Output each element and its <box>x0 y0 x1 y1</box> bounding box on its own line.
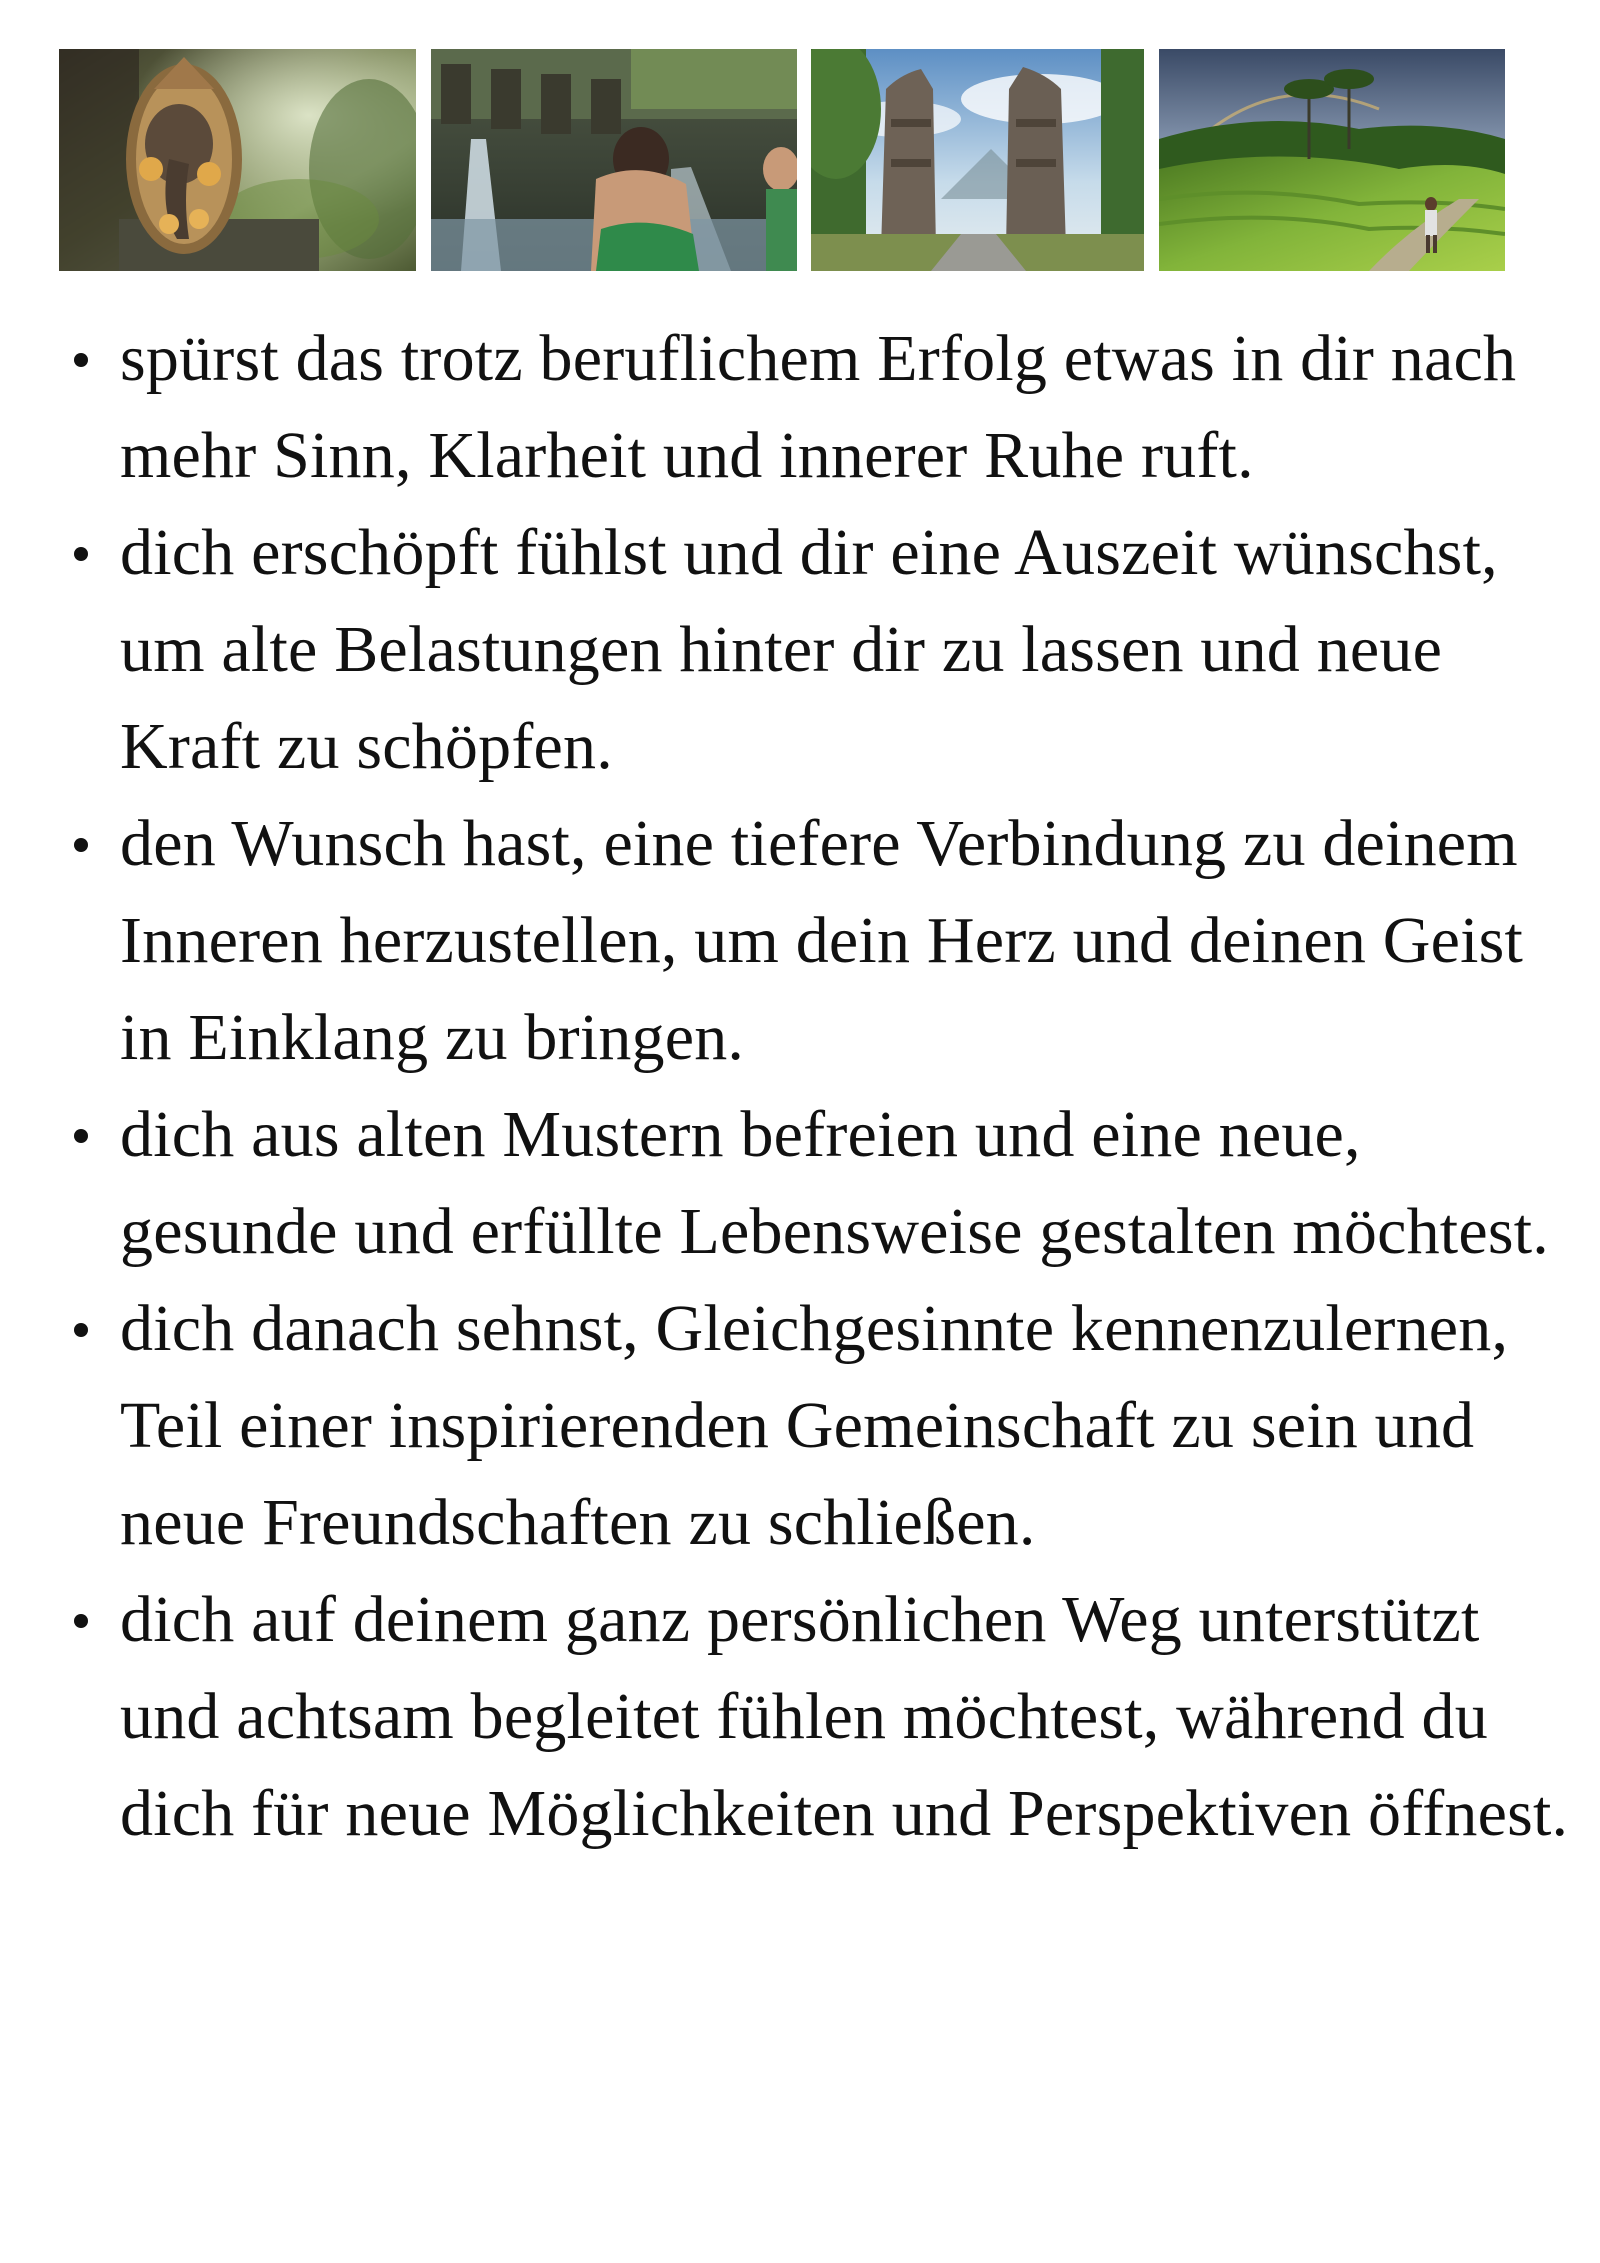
list-item-text: den Wunsch hast, eine tiefere Verbindung zu deinem Inneren herzustellen, um dein Herz und deinen Geist in Einklang zu bringen. <box>120 807 1524 1074</box>
ganesha-statue-image <box>59 49 416 271</box>
list-item <box>60 504 1570 795</box>
list-item <box>60 1571 1570 1862</box>
bullet-icon <box>74 1614 88 1628</box>
list-item <box>60 795 1570 1086</box>
bullet-icon <box>74 547 88 561</box>
rice-terrace-image <box>1159 49 1505 271</box>
list-item <box>60 1086 1570 1280</box>
bullet-icon <box>74 838 88 852</box>
photo-strip <box>59 49 1505 271</box>
bullet-icon <box>74 353 88 367</box>
list-item-text: spürst das trotz beruflichem Erfolg etwas in dir nach mehr Sinn, Klarheit und innerer Ruhe ruft. <box>120 322 1517 492</box>
temple-gate-image <box>811 49 1144 271</box>
bullet-icon <box>74 1129 88 1143</box>
list-item <box>60 1280 1570 1571</box>
list-item <box>60 310 1570 504</box>
list-item-text: dich erschöpft fühlst und dir eine Auszeit wünschst, um alte Belastungen hinter dir zu lassen und neue Kraft zu schöpfen. <box>120 516 1498 783</box>
list-item-text: dich danach sehnst, Gleichgesinnte kennenzulernen, Teil einer inspirierenden Gemeinschaft zu sein und neue Freundschaften zu schließen. <box>120 1292 1509 1559</box>
bullet-list <box>60 310 1570 1862</box>
temple-water-ritual-image <box>431 49 797 271</box>
list-item-text: dich aus alten Mustern befreien und eine neue, gesunde und erfüllte Lebensweise gestalten möchtest. <box>120 1098 1549 1268</box>
bullet-icon <box>74 1323 88 1337</box>
list-item-text: dich auf deinem ganz persönlichen Weg unterstützt und achtsam begleitet fühlen möchtest, während du dich für neue Möglichkeiten und Perspektiven öffnest. <box>120 1583 1569 1850</box>
